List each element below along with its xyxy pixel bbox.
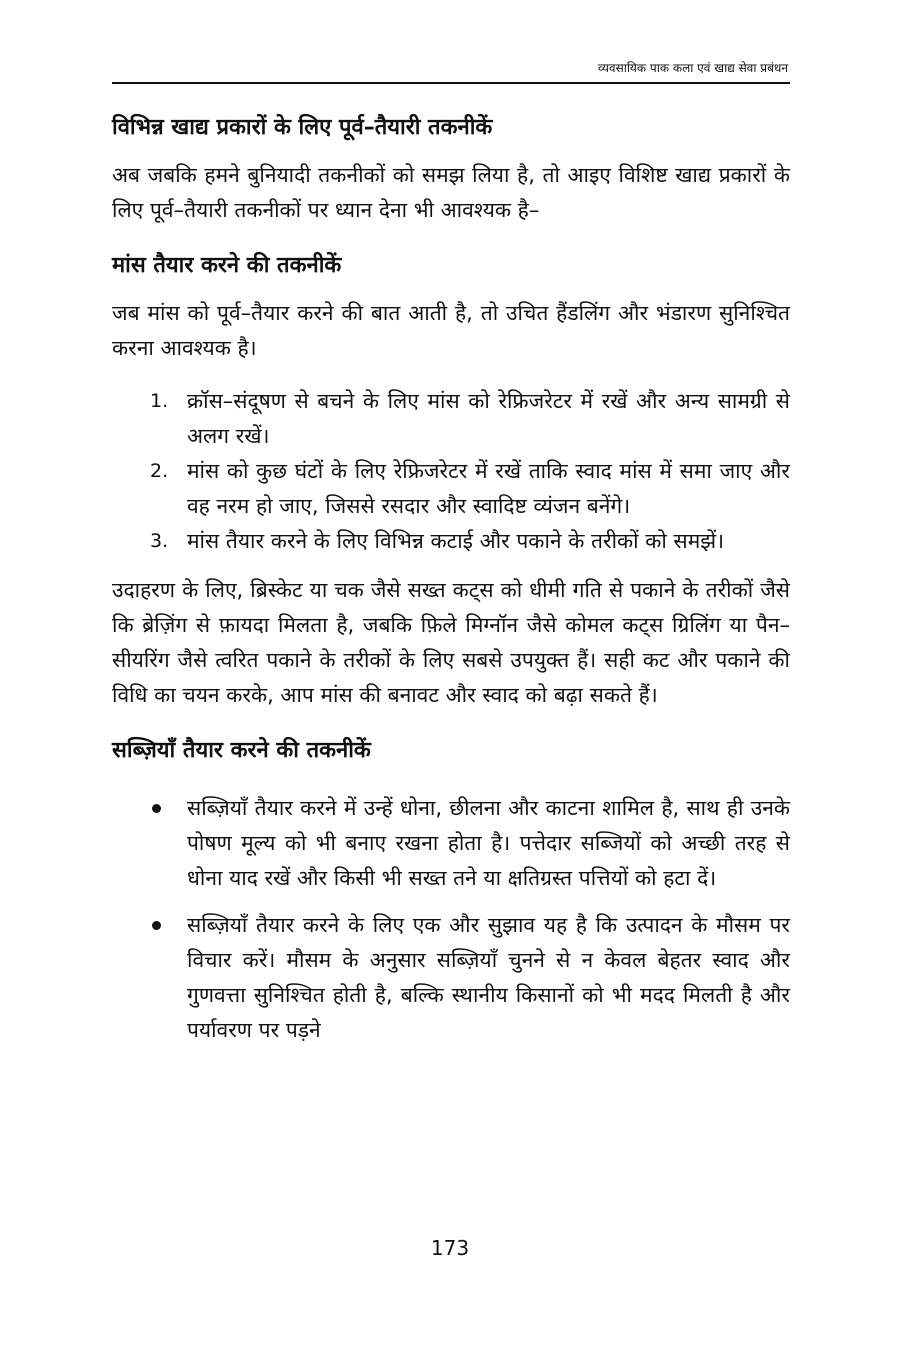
intro-paragraph: अब जबकि हमने बुनियादी तकनीकों को समझ लिया है, तो आइए विशिष्ट खाद्य प्रकारों के लिए पूर्व–तैयारी तकनीकों पर ध्यान देना भी आवश्यक है– xyxy=(112,163,790,222)
list-number: 2. xyxy=(150,460,169,482)
bullet-icon xyxy=(152,921,161,930)
bullet-icon xyxy=(152,804,161,813)
header-rule xyxy=(112,82,790,84)
vegetables-heading: सब्ज़ियाँ तैयार करने की तकनीकें xyxy=(112,738,371,763)
list-item-text: क्रॉस–संदूषण से बचने के लिए मांस को रेफ्रिजरेटर में रखें और अन्य सामग्री से अलग रखें। xyxy=(187,389,790,448)
list-item xyxy=(112,524,790,559)
list-item-text: सब्ज़ियाँ तैयार करने में उन्हें धोना, छीलना और काटना शामिल है, साथ ही उनके पोषण मूल्य को भी बनाए रखना होता है। पत्तेदार सब्जियों को अच्छी तरह से धोना याद रखें और किसी भी सख्त तने या क्षतिग्रस्त पत्तियों को हटा दें। xyxy=(187,796,790,890)
running-header: व्यवसायिक पाक कला एवं खाद्य सेवा प्रबंधन xyxy=(597,61,788,75)
meat-steps-list xyxy=(112,384,790,559)
list-item xyxy=(112,908,790,1048)
meat-heading: मांस तैयार करने की तकनीकें xyxy=(112,253,342,278)
list-number: 3. xyxy=(150,530,169,552)
list-item-text: मांस को कुछ घंटों के लिए रेफ्रिजरेटर में रखें ताकि स्वाद मांस में समा जाए और वह नरम हो जाए, जिससे रसदार और स्वादिष्ट व्यंजन बनेंगे। xyxy=(187,459,790,518)
vegetable-tips-list xyxy=(112,791,790,1048)
section-heading: विभिन्न खाद्य प्रकारों के लिए पूर्व–तैयारी तकनीकें xyxy=(112,115,493,140)
meat-paragraph: जब मांस को पूर्व–तैयार करने की बात आती है, तो उचित हैंडलिंग और भंडारण सुनिश्चित करना आवश्यक है। xyxy=(112,301,790,360)
list-item xyxy=(112,791,790,896)
list-item-text: सब्ज़ियाँ तैयार करने के लिए एक और सुझाव यह है कि उत्पादन के मौसम पर विचार करें। मौसम के अनुसार सब्ज़ियाँ चुनने से न केवल बेहतर स्वाद और गुणवत्ता सुनिश्चित होती है, बल्कि स्थानीय किसानों को भी मदद मिलती है और पर्यावरण पर पड़ने xyxy=(187,913,790,1042)
list-item xyxy=(112,454,790,524)
list-item-text: मांस तैयार करने के लिए विभिन्न कटाई और पकाने के तरीकों को समझें। xyxy=(187,529,725,553)
example-paragraph: उदाहरण के लिए, ब्रिस्केट या चक जैसे सख्त कट्स को धीमी गति से पकाने के तरीकों जैसे कि ब्रेज़िंग से फ़ायदा मिलता है, जबकि फ़िले मिग्नॉन जैसे कोमल कट्स ग्रिलिंग या पैन–सीयरिंग जैसे त्वरित पकाने के तरीकों के लिए सबसे उपयुक्त हैं। सही कट और पकाने की विधि का चयन करके, आप मांस की बनावट और स्वाद को बढ़ा सकते हैं। xyxy=(112,578,790,707)
list-number: 1. xyxy=(150,390,169,412)
list-item xyxy=(112,384,790,454)
page-number: 173 xyxy=(430,1236,470,1260)
page-content xyxy=(112,112,790,1060)
